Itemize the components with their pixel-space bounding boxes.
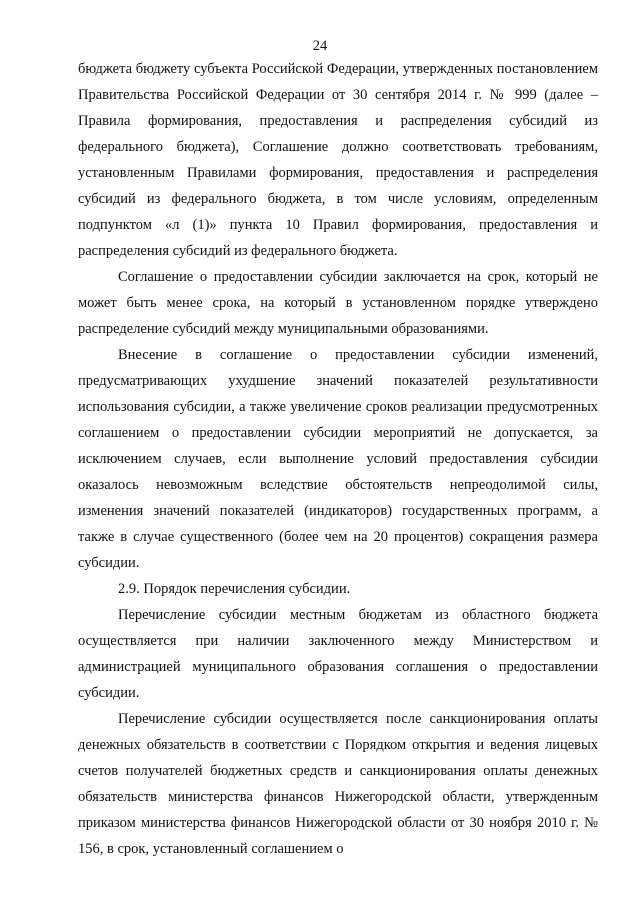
paragraph-transfer-procedure: Перечисление субсидии осуществляется после санкционирования оплаты денежных обязательств в соответствии с Порядком открытия и ведения лицевых счетов получателей бюджетных средств и санкционирования оплаты денежных обязательств министерства финансов Нижегородской области, утвержденным приказом министерства финансов Нижегородской области от 30 ноября 2010 г. № 156, в срок, установленный соглашением о — [78, 711, 598, 857]
section-heading-2-9: 2.9. Порядок перечисления субсидии. — [118, 581, 351, 597]
page-number: 24 — [312, 38, 328, 54]
paragraph-transfer-condition: Перечисление субсидии местным бюджетам из областного бюджета осуществляется при наличии заключенного между Министерством и администрацией муниципального образования соглашения о предоставлении субсидии. — [78, 607, 598, 701]
paragraph-continuation: бюджета бюджету субъекта Российской Федерации, утвержденных постановлением Правительства Российской Федерации от 30 сентября 2014 г. № 999 (далее – Правила формирования, предоставления и распределения субсидий из федерального бюджета), Соглашение должно соответствовать требованиям, установленным Правилами формирования, предоставления и распределения субсидий из федерального бюджета, в том числе условиям, определенным подпунктом «л (1)» пункта 10 Правил формирования, предоставления и распределения субсидий из федерального бюджета. — [78, 61, 598, 259]
paragraph-agreement-term: Соглашение о предоставлении субсидии заключается на срок, который не может быть менее срока, на который в установленном порядке утверждено распределение субсидий между муниципальными образованиями. — [78, 269, 598, 337]
document-body — [78, 56, 598, 862]
paragraph-agreement-changes: Внесение в соглашение о предоставлении субсидии изменений, предусматривающих ухудшение значений показателей результативности использования субсидии, а также увеличение сроков реализации предусмотренных соглашением о предоставлении субсидии мероприятий не допускается, за исключением случаев, если выполнение условий предоставления субсидии оказалось невозможным вследствие обстоятельств непреодолимой силы, изменения значений показателей (индикаторов) государственных программ, а также в случае существенного (более чем на 20 процентов) сокращения размера субсидии. — [78, 347, 598, 571]
